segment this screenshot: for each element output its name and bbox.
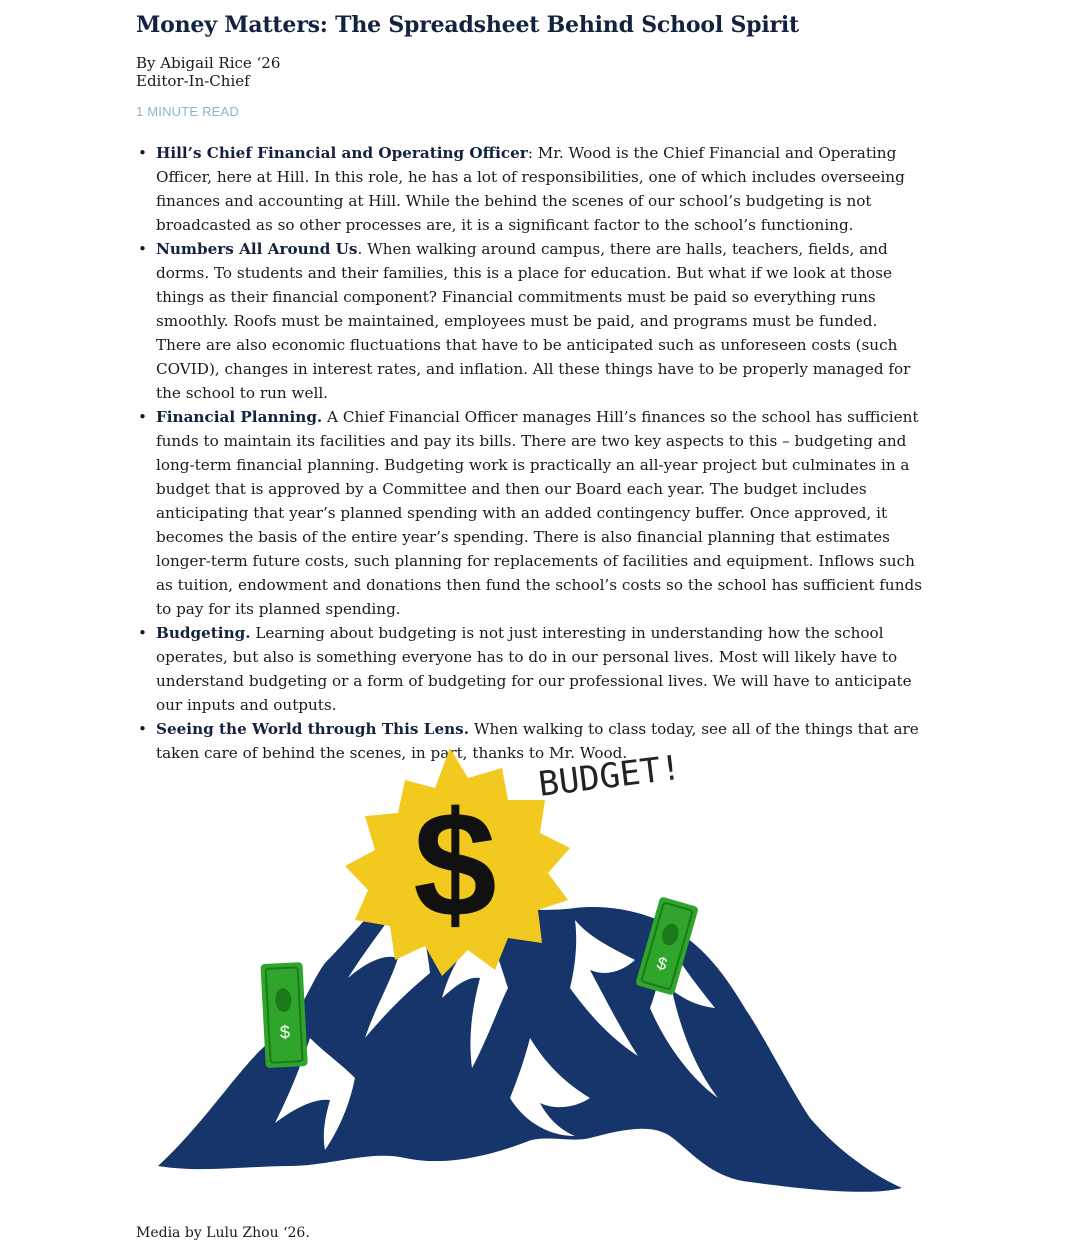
budget-caption: BUDGET! xyxy=(536,747,684,805)
list-item xyxy=(136,141,926,237)
bullet-text: : Mr. Wood is the Chief Financial and Operating Officer, here at Hill. In this role, he has a lot of responsibilities, one of which includes overseeing finances and accounting at Hill. While the behind the scenes of our school’s budgeting is not broadcasted as so other processes are, it is a significant factor to the school’s functioning. xyxy=(156,144,905,234)
article-bullet-list xyxy=(136,141,926,765)
bullet-lead: Hill’s Chief Financial and Operating Officer xyxy=(156,144,528,162)
list-item xyxy=(136,621,926,717)
bullet-text: Learning about budgeting is not just interesting in understanding how the school operates, but also is something everyone has to do in our personal lives. Most will likely have to understand budgeting or a form of budgeting for our professional lives. We will have to anticipate our inputs and outputs. xyxy=(156,624,912,714)
dollar-bill-left xyxy=(260,962,307,1068)
media-credit: Media by Lulu Zhou ‘26. xyxy=(136,1225,310,1241)
bullet-text: A Chief Financial Officer manages Hill’s finances so the school has sufficient funds to maintain its facilities and pay its bills. There are two key aspects to this – budgeting and long-term financial planning. Budgeting work is practically an all-year project but culminates in a budget that is approved by a Committee and then our Board each year. The budget includes anticipating that year’s planned spending with an added contingency buffer. Once approved, it becomes the basis of the entire year’s spending. There is also financial planning that estimates longer-term future costs, such planning for replacements of facilities and equipment. Inflows such as tuition, endowment and donations then fund the school’s costs so the school has sufficient funds to pay for its planned spending. xyxy=(156,408,923,618)
bullet-text: When walking to class today, see all of the things that are taken care of behind the scenes, in part, thanks to Mr. Wood. xyxy=(156,720,919,762)
bullet-text: . When walking around campus, there are halls, teachers, fields, and dorms. To students and their families, this is a place for education. But what if we look at those things as their financial component? Financial commitments must be paid so everything runs smoothly. Roofs must be maintained, employees must be paid, and programs must be funded. There are also economic fluctuations that have to be anticipated such as unforeseen costs (such COVID), changes in interest rates, and inflation. All these things have to be properly managed for the school to run well. xyxy=(156,240,911,402)
byline xyxy=(136,54,280,90)
bullet-lead: Budgeting. xyxy=(156,624,251,642)
article-title: Money Matters: The Spreadsheet Behind School Spirit xyxy=(136,12,800,38)
bill-dollar-sign: $ xyxy=(279,1021,291,1043)
read-time-label: 1 MINUTE READ xyxy=(136,104,240,119)
sun-dollar-sign: $ xyxy=(413,780,497,948)
budget-mountain-illustration xyxy=(150,738,910,1203)
bullet-lead: Numbers All Around Us xyxy=(156,240,358,258)
author-role: Editor-In-Chief xyxy=(136,72,250,90)
author-name: By Abigail Rice ‘26 xyxy=(136,54,281,72)
list-item xyxy=(136,237,926,405)
list-item xyxy=(136,405,926,621)
bill-dollar-sign: $ xyxy=(654,953,670,975)
bullet-lead: Seeing the World through This Lens. xyxy=(156,720,469,738)
bullet-lead: Financial Planning. xyxy=(156,408,323,426)
